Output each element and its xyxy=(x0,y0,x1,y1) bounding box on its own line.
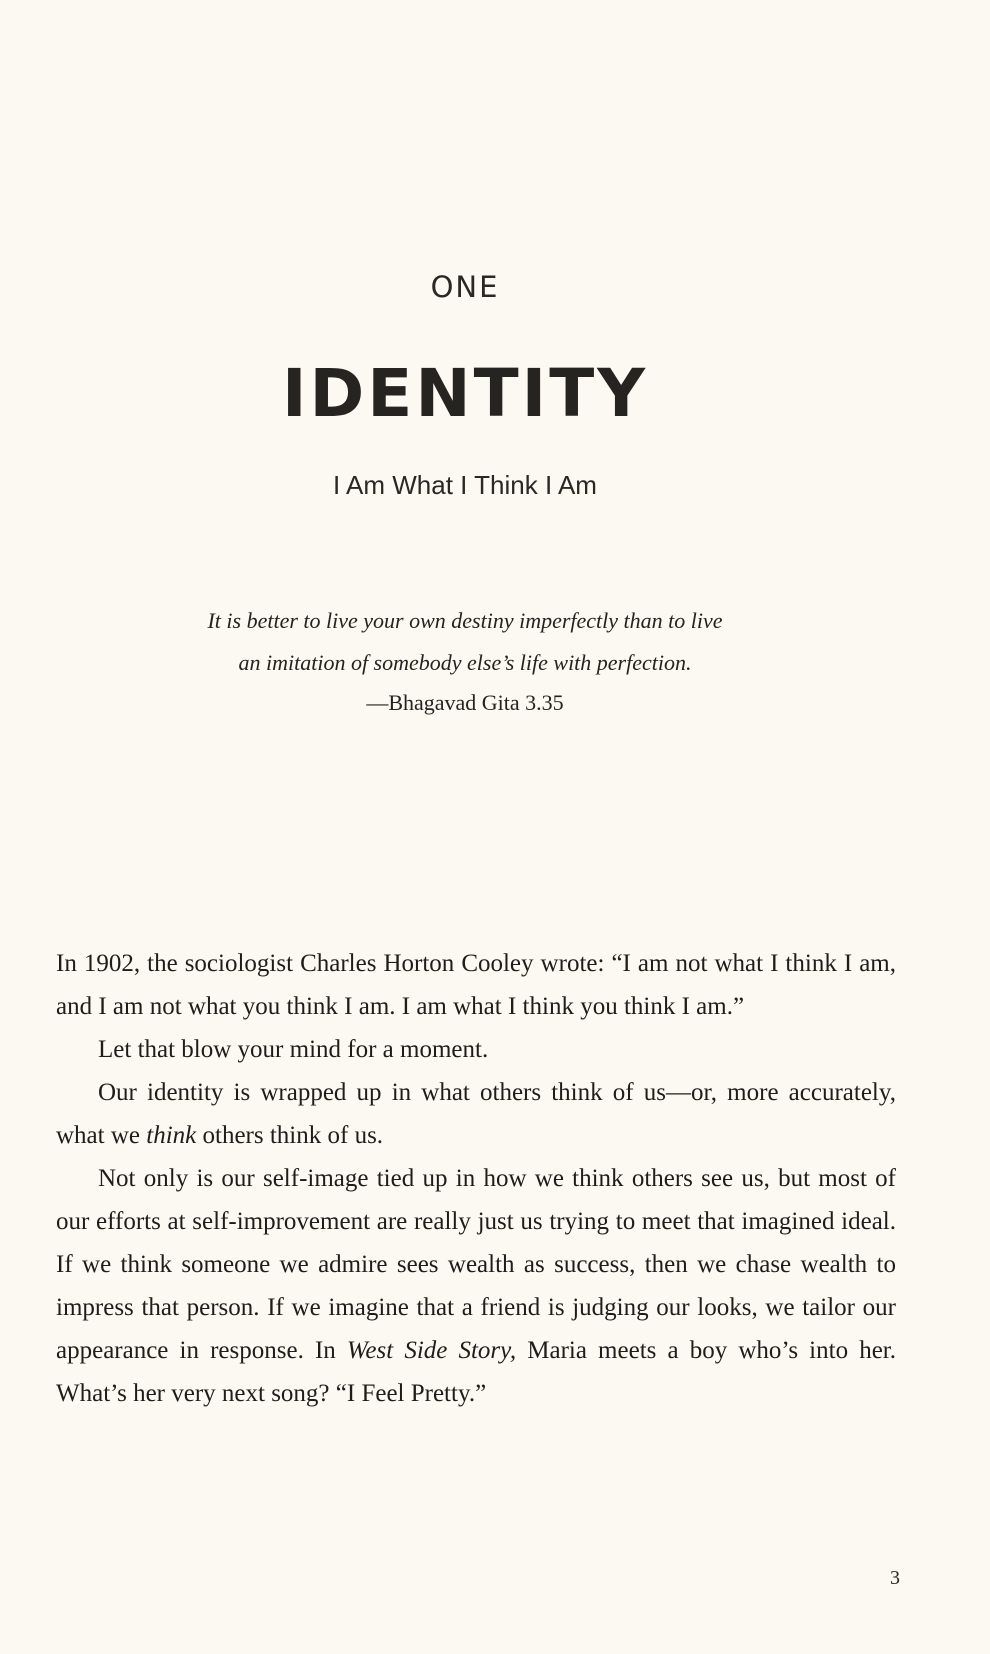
epigraph-attribution: —Bhagavad Gita 3.35 xyxy=(366,690,564,715)
paragraph-4-text-a: Not only is our self-image tied up in how we think others see us, but most of our efforts at self-improvement are really just us trying to meet that imagined ideal. If we think someone we admire sees wealth as success, then we chase wealth to impress that person. If we imagine that a friend is judging our looks, we tailor our appearance in response. In xyxy=(56,1165,896,1364)
paragraph-1: In 1902, the sociologist Charles Horton Cooley wrote: “I am not what I think I am, and I am not what you think I am. I am what I think you think I am.” xyxy=(56,950,896,1020)
paragraph-4-text-b: Maria meets a boy who’s into her. What’s her very next song? “I Feel Pretty.” xyxy=(56,1337,896,1407)
paragraph-3-emphasis: think xyxy=(146,1122,197,1149)
chapter-title: IDENTITY xyxy=(281,355,649,432)
paragraph-3-text-b: others think of us. xyxy=(196,1122,384,1149)
chapter-number: ONE xyxy=(430,270,500,304)
paragraph-3 xyxy=(56,1071,896,1157)
body-text xyxy=(56,942,896,1415)
epigraph-line-2: an imitation of somebody else’s life with perfection. xyxy=(238,650,692,675)
paragraph-4-emphasis: West Side Story, xyxy=(346,1337,517,1364)
paragraph-4 xyxy=(56,1157,896,1415)
epigraph xyxy=(0,600,930,724)
epigraph-line-1: It is better to live your own destiny imperfectly than to live xyxy=(207,608,723,633)
chapter-subtitle: I Am What I Think I Am xyxy=(333,470,597,500)
paragraph-3-text-a: Our identity is wrapped up in what others think of us—or, more accurately, what we xyxy=(56,1079,896,1149)
paragraph-2: Let that blow your mind for a moment. xyxy=(98,1036,489,1063)
page-number: 3 xyxy=(890,1567,900,1589)
